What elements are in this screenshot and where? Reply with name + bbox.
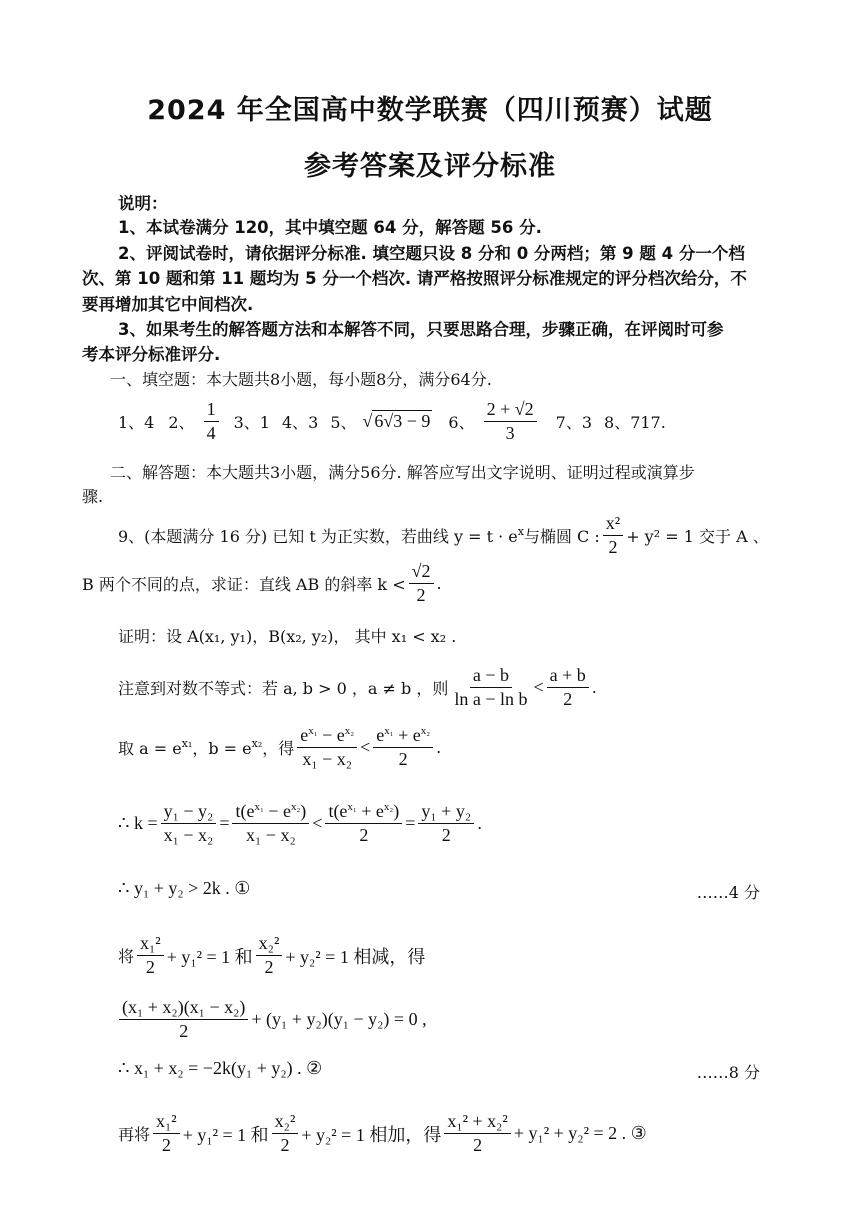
score-marker-8: ……8 分 <box>696 1063 760 1082</box>
answer-1: 1、4 <box>118 413 155 433</box>
note-1: 1、本试卷满分 120，其中填空题 64 分，解答题 56 分. <box>118 218 542 237</box>
p9-text-c: + y² = 1 交于 A 、 <box>626 527 769 547</box>
proof-line-5: ∴ y₁ + y₂ > 2k . ① <box>118 878 251 898</box>
section2-heading-line-2: 骤. <box>82 487 104 506</box>
p9-text-b: 与椭圆 C : <box>523 527 600 547</box>
answer-2-fraction <box>204 398 219 446</box>
note-3-line-1: 3、如果考生的解答题方法和本解答不同，只要思路合理，步骤正确，在评阅时可参 <box>118 320 724 339</box>
proof-line-9: 再将 $\frac{\text{x₁²}}{2}$ + y₁² = 1 和 $\frac{\text{x₂²}}{2}$ + y₂² = 1 相加，得 $\frac{\text{x₁² + x₂²}}{2}$ + y₁² + y₂² = 2 . ③ <box>118 1111 647 1156</box>
answer-5-root: √ 6√3 − 9 <box>362 411 431 432</box>
answer-6-den: 3 <box>505 423 515 444</box>
notes-heading: 说明： <box>118 194 168 213</box>
answer-3: 3、1 <box>233 413 270 433</box>
proof-line-3: 取 a = e $^{x_1}$ ，b = e $^{x_2}$ ，得 $\frac{e^{x_1} - e^{x_2}}{\text{x₁ − x₂}}$ < $\frac{e^{x_1} + e^{x_2}}{2}$ . <box>118 725 442 770</box>
note-3-line-2: 考本评分标准评分. <box>82 345 221 364</box>
slope-bound-fraction: $\frac{√2}{2}$ <box>409 560 434 608</box>
note-2-line-3: 要再增加其它中间档次. <box>82 295 254 314</box>
answer-6-num: 2 + √2 <box>484 398 537 422</box>
page-title: 2024 年全国高中数学联赛（四川预赛）试题 <box>147 95 713 126</box>
proof-line-6: 将 $\frac{\text{x₁²}}{2}$ + y₁² = 1 和 $\frac{\text{x₂²}}{2}$ + y₂² = 1 相减，得 <box>118 933 426 978</box>
note-2-line-2: 次、第 10 题和第 11 题均为 5 分一个档次. 请严格按照评分标准规定的评分档次给分，不 <box>82 269 747 288</box>
answer-4: 4、3 <box>281 413 319 433</box>
answer-8: 8、717. <box>604 413 666 433</box>
answer-6-prefix: 6、 <box>448 413 475 433</box>
log-inequality-text: 注意到对数不等式：若 a, b > 0 ，a ≠ b ，则 <box>118 679 449 699</box>
p9-text-a: 9、(本题满分 16 分) 已知 t 为正实数，若曲线 y = t · e <box>118 527 518 547</box>
problem9-statement-line-1: 9、(本题满分 16 分) 已知 t 为正实数，若曲线 y = t · e $^x$ 与椭圆 C : $\frac{\text{x²}}{2}$ + y² = 1 交于 A 、 <box>118 512 769 560</box>
answer-5-prefix: 5、 <box>330 413 357 433</box>
proof-line-4: ∴ k = $\frac{\text{y₁ − y₂}}{\text{x₁ − x₂}}$ = $\frac{t(e^{x_1} - e^{x_2})}{\text{x₁ − x₂}}$ < $\frac{t(e^{x_1} + e^{x_2})}{2}$ = $\frac{\text{y₁ + y₂}}{2}$ . <box>118 801 483 846</box>
answer-2-prefix: 2、 <box>168 413 195 433</box>
ellipse-fraction: $\frac{\text{x²}}{2}$ <box>603 512 623 560</box>
page-subtitle: 参考答案及评分标准 <box>304 151 556 182</box>
proof-line-2: 注意到对数不等式：若 a, b > 0 ，a ≠ b ，则 $\frac{a - b}{\text{ln a − ln b}}$ < $\frac{a + b}{2}$ . <box>118 665 597 710</box>
answer-2-den: 4 <box>206 423 216 444</box>
proof-line-7: $\frac{\text{(x₁ + x₂)(x₁ − x₂)}}{2}$ + (y₁ + y₂)(y₁ − y₂) = 0 , <box>116 996 427 1044</box>
score-marker-4: ……4 分 <box>696 883 760 902</box>
proof-line-8: ∴ x₁ + x₂ = −2k(y₁ + y₂) . ② <box>118 1058 323 1078</box>
problem9-statement-line-2: B 两个不同的点，求证：直线 AB 的斜率 k < $\frac{√2}{2}$ . <box>82 560 442 608</box>
section1-heading: 一、填空题：本大题共8小题，每小题8分，满分64分. <box>110 370 492 389</box>
answer-2-num: 1 <box>204 398 219 422</box>
note-2-line-1: 2、评阅试卷时，请依据评分标准. 填空题只设 8 分和 0 分两档；第 9 题 4 分一个档 <box>118 244 745 263</box>
answer-6-fraction <box>484 398 537 446</box>
section2-heading-line-1: 二、解答题：本大题共3小题，满分56分. 解答应写出文字说明、证明过程或演算步 <box>110 463 695 482</box>
p9-text-l2: B 两个不同的点，求证：直线 AB 的斜率 k < <box>82 575 406 595</box>
fill-in-answers <box>118 398 666 446</box>
answer-7: 7、3 <box>555 413 593 433</box>
proof-line-1: 证明：设 A(x₁, y₁)，B(x₂, y₂)， 其中 x₁ < x₂ . <box>118 627 457 646</box>
